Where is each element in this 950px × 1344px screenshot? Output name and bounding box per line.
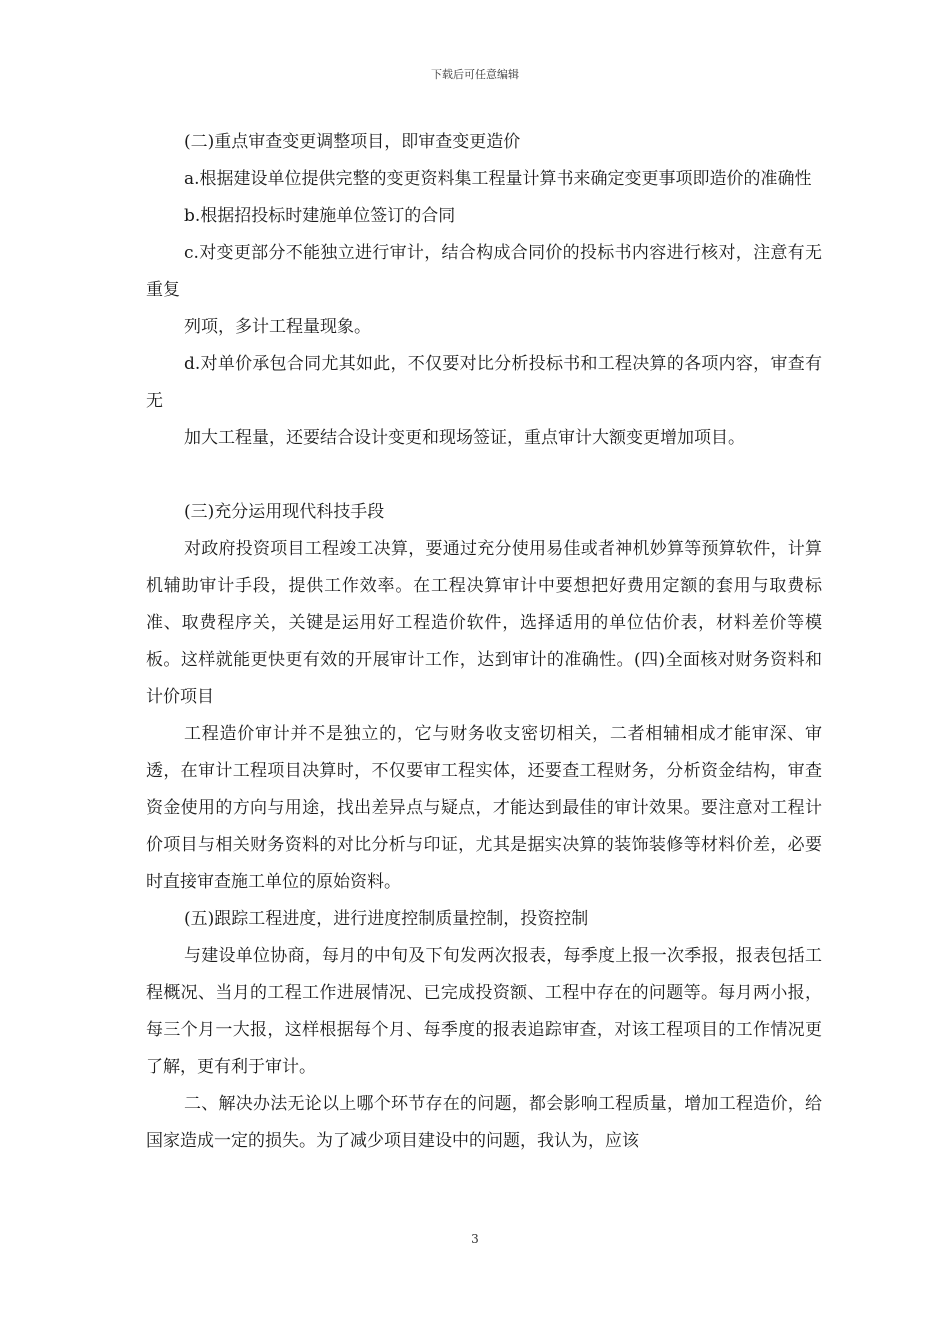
solutions-paragraph: 二、解决办法无论以上哪个环节存在的问题，都会影响工程质量，增加工程造价，给国家造成一定的损失。为了减少项目建设中的问题，我认为，应该 bbox=[146, 1094, 822, 1151]
section-2-heading: (二)重点审查变更调整项目，即审查变更造价 bbox=[184, 132, 521, 152]
item-a: a.根据建设单位提供完整的变更资料集工程量计算书来确定变更事项即造价的准确性 bbox=[184, 169, 812, 189]
page-header: 下载后可任意编辑 bbox=[431, 68, 519, 81]
item-c-continued: 列项，多计工程量现象。 bbox=[184, 317, 371, 337]
section-3-heading: (三)充分运用现代科技手段 bbox=[184, 502, 385, 522]
item-b: b.根据招投标时建施单位签订的合同 bbox=[184, 206, 456, 226]
item-d-continued: 加大工程量，还要结合设计变更和现场签证，重点审计大额变更增加项目。 bbox=[184, 428, 745, 448]
section-5-body: 与建设单位协商，每月的中旬及下旬发两次报表，每季度上报一次季报，报表包括工程概况、当月的工程工作进展情况、已完成投资额、工程中存在的问题等。每月两小报，每三个月一大报，这样根据每个月、每季度的报表追踪审查，对该工程项目的工作情况更了解，更有利于审计。 bbox=[146, 946, 822, 1077]
section-5-heading: (五)跟踪工程进度，进行进度控制质量控制，投资控制 bbox=[184, 909, 589, 929]
item-c: c.对变更部分不能独立进行审计，结合构成合同价的投标书内容进行核对，注意有无重复 bbox=[146, 243, 822, 300]
page-number: 3 bbox=[471, 1232, 479, 1246]
document-body bbox=[146, 124, 822, 1160]
item-d: d.对单价承包合同尤其如此，不仅要对比分析投标书和工程决算的各项内容，审查有无 bbox=[146, 354, 822, 411]
section-4-body: 工程造价审计并不是独立的，它与财务收支密切相关，二者相辅相成才能审深、审透，在审计工程项目决算时，不仅要审工程实体，还要查工程财务，分析资金结构，审查资金使用的方向与用途，找出差异点与疑点，才能达到最佳的审计效果。要注意对工程计价项目与相关财务资料的对比分析与印证，尤其是据实决算的装饰装修等材料价差，必要时直接审查施工单位的原始资料。 bbox=[146, 724, 822, 892]
section-3-body: 对政府投资项目工程竣工决算，要通过充分使用易佳或者神机妙算等预算软件，计算机辅助审计手段，提供工作效率。在工程决算审计中要想把好费用定额的套用与取费标准、取费程序关，关键是运用好工程造价软件，选择适用的单位估价表，材料差价等模板。这样就能更快更有效的开展审计工作，达到审计的准确性。(四)全面核对财务资料和计价项目 bbox=[146, 539, 822, 707]
paragraph-gap bbox=[146, 457, 822, 494]
